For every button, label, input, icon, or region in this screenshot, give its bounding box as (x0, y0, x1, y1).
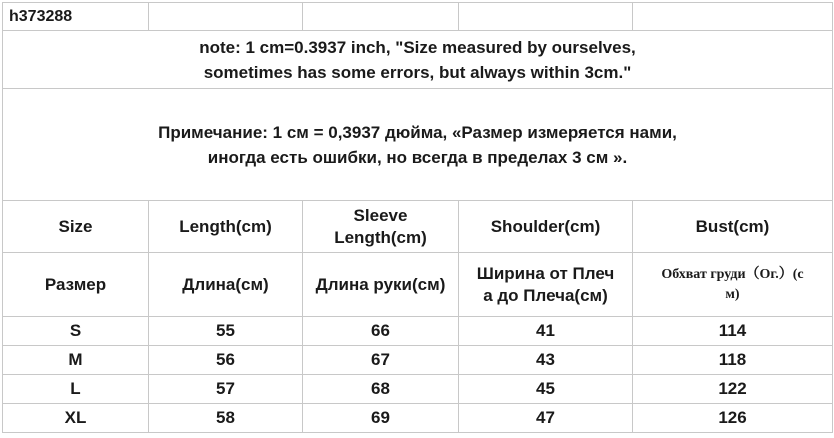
header-size: Size (3, 201, 149, 253)
header-row-russian (3, 253, 833, 317)
header-size-ru: Размер (3, 253, 149, 317)
sleeve-cell: 67 (303, 346, 459, 375)
header-length-ru: Длина(см) (149, 253, 303, 317)
note-en-line-2: sometimes has some errors, but always within 3cm." (203, 62, 632, 82)
header-sleeve-line-2: Length(cm) (334, 227, 427, 247)
size-cell: M (3, 346, 149, 375)
length-cell: 55 (149, 317, 303, 346)
empty-cell (459, 3, 633, 31)
empty-cell (149, 3, 303, 31)
header-bust-ru-line-1: Обхват груди（Ог.）(с (661, 266, 804, 282)
code-row (3, 3, 833, 31)
header-shoulder-ru (459, 253, 633, 317)
sleeve-cell: 66 (303, 317, 459, 346)
empty-cell (303, 3, 459, 31)
length-cell: 56 (149, 346, 303, 375)
header-bust-ru-line-2: м) (725, 286, 740, 302)
size-cell: L (3, 375, 149, 404)
header-bust: Bust(cm) (633, 201, 833, 253)
sleeve-cell: 68 (303, 375, 459, 404)
note-en-line-1: note: 1 cm=0.3937 inch, "Size measured by ourselves, (199, 37, 636, 57)
header-shoulder-ru-line-1: Ширина от Плеч (476, 263, 615, 283)
header-shoulder-ru-line-2: а до Плеча(см) (483, 285, 608, 305)
note-russian (3, 89, 833, 201)
bust-cell: 114 (633, 317, 833, 346)
header-row-english (3, 201, 833, 253)
size-chart-table (2, 2, 833, 433)
header-sleeve (303, 201, 459, 253)
sleeve-cell: 69 (303, 404, 459, 433)
header-length: Length(cm) (149, 201, 303, 253)
bust-cell: 118 (633, 346, 833, 375)
bust-cell: 126 (633, 404, 833, 433)
note-en-row (3, 31, 833, 89)
header-shoulder: Shoulder(cm) (459, 201, 633, 253)
shoulder-cell: 41 (459, 317, 633, 346)
product-code: h373288 (3, 3, 149, 31)
bust-cell: 122 (633, 375, 833, 404)
note-english (3, 31, 833, 89)
size-cell: XL (3, 404, 149, 433)
note-ru-row (3, 89, 833, 201)
length-cell: 57 (149, 375, 303, 404)
shoulder-cell: 43 (459, 346, 633, 375)
header-sleeve-line-1: Sleeve (353, 205, 408, 225)
header-sleeve-ru: Длина руки(см) (303, 253, 459, 317)
size-cell: S (3, 317, 149, 346)
table-row (3, 346, 833, 375)
length-cell: 58 (149, 404, 303, 433)
header-bust-ru (633, 253, 833, 317)
note-ru-line-2: иногда есть ошибки, но всегда в пределах 3 см ». (207, 147, 628, 167)
table-row (3, 375, 833, 404)
empty-cell (633, 3, 833, 31)
shoulder-cell: 45 (459, 375, 633, 404)
shoulder-cell: 47 (459, 404, 633, 433)
note-ru-line-1: Примечание: 1 см = 0,3937 дюйма, «Размер измеряется нами, (158, 122, 677, 142)
table-row (3, 404, 833, 433)
table-row (3, 317, 833, 346)
